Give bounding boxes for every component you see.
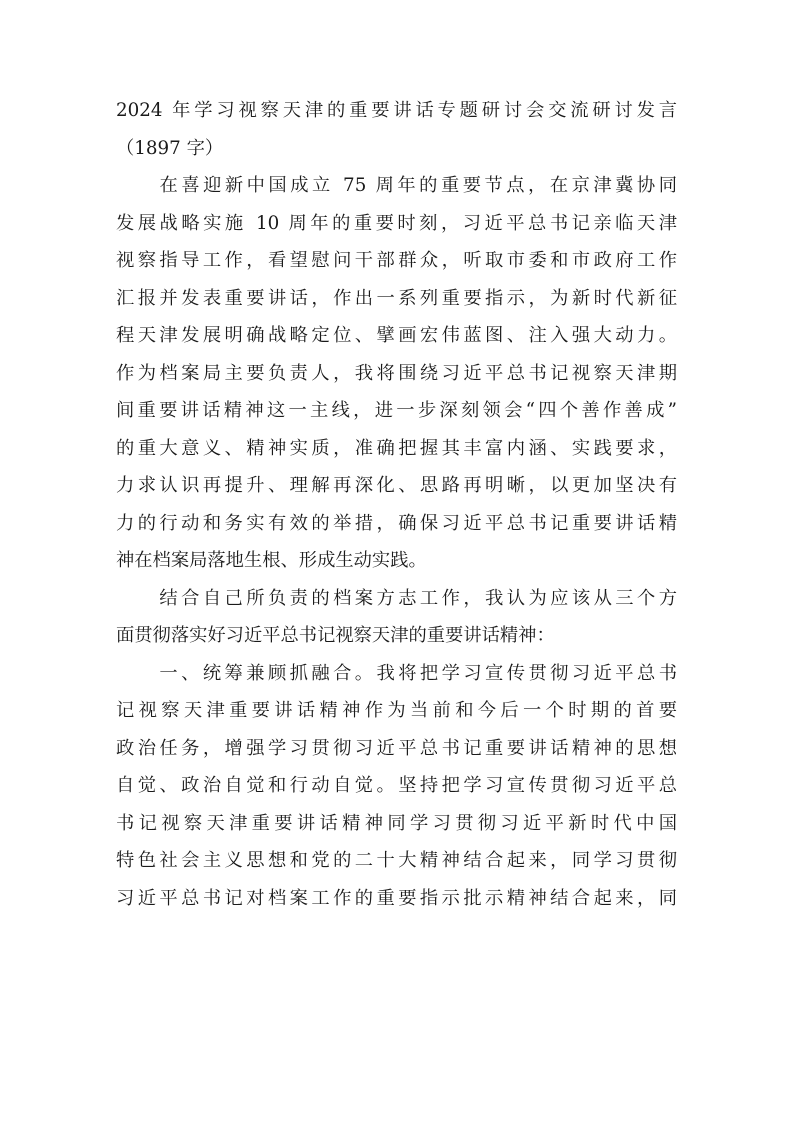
paragraph-line: 的重大意义、精神实质，准确把握其丰富内涵、实践要求，	[116, 437, 677, 459]
title-line-2: （1897 字）	[116, 137, 224, 159]
paragraph-line: 间重要讲话精神这一主线，进一步深刻领会“四个善作善成”	[116, 400, 677, 421]
paragraph-1	[116, 167, 677, 580]
paragraph-line: 一、统筹兼顾抓融合。我将把学习宣传贯彻习近平总书	[116, 662, 677, 684]
document-title	[116, 92, 677, 167]
paragraph-line: 结合自己所负责的档案方志工作，我认为应该从三个方	[116, 587, 677, 609]
paragraph-line: 力求认识再提升、理解再深化、思路再明晰，以更加坚决有	[116, 475, 677, 496]
paragraph-line: 面贯彻落实好习近平总书记视察天津的重要讲话精神：	[116, 625, 555, 646]
paragraph-line: 神在档案局落地生根、形成生动实践。	[116, 550, 427, 571]
paragraph-line: 视察指导工作，看望慰问干部群众，听取市委和市政府工作	[116, 250, 677, 271]
paragraph-line: 记视察天津重要讲话精神作为当前和今后一个时期的首要	[116, 700, 677, 721]
paragraph-line: 自觉、政治自觉和行动自觉。坚持把学习宣传贯彻习近平总	[116, 775, 677, 796]
paragraph-line: 特色社会主义思想和党的二十大精神结合起来，同学习贯彻	[116, 850, 677, 871]
paragraph-line: 习近平总书记对档案工作的重要指示批示精神结合起来，同	[116, 887, 677, 909]
document-page	[116, 92, 677, 917]
paragraph-line: 发展战略实施 10 周年的重要时刻，习近平总书记亲临天津	[116, 212, 677, 234]
paragraph-line: 力的行动和务实有效的举措，确保习近平总书记重要讲话精	[116, 512, 677, 534]
title-line-1: 2024 年学习视察天津的重要讲话专题研讨会交流研讨发言	[116, 100, 677, 121]
paragraph-line: 书记视察天津重要讲话精神同学习贯彻习近平新时代中国	[116, 812, 677, 834]
paragraph-line: 汇报并发表重要讲话，作出一系列重要指示，为新时代新征	[116, 287, 677, 309]
paragraph-2	[116, 580, 677, 655]
paragraph-line: 作为档案局主要负责人，我将围绕习近平总书记视察天津期	[116, 362, 677, 384]
paragraph-line: 政治任务，增强学习贯彻习近平总书记重要讲话精神的思想	[116, 737, 677, 759]
paragraph-line: 程天津发展明确战略定位、擘画宏伟蓝图、注入强大动力。	[116, 325, 677, 346]
paragraph-3	[116, 655, 677, 918]
paragraph-line: 在喜迎新中国成立 75 周年的重要节点，在京津冀协同	[116, 175, 677, 196]
